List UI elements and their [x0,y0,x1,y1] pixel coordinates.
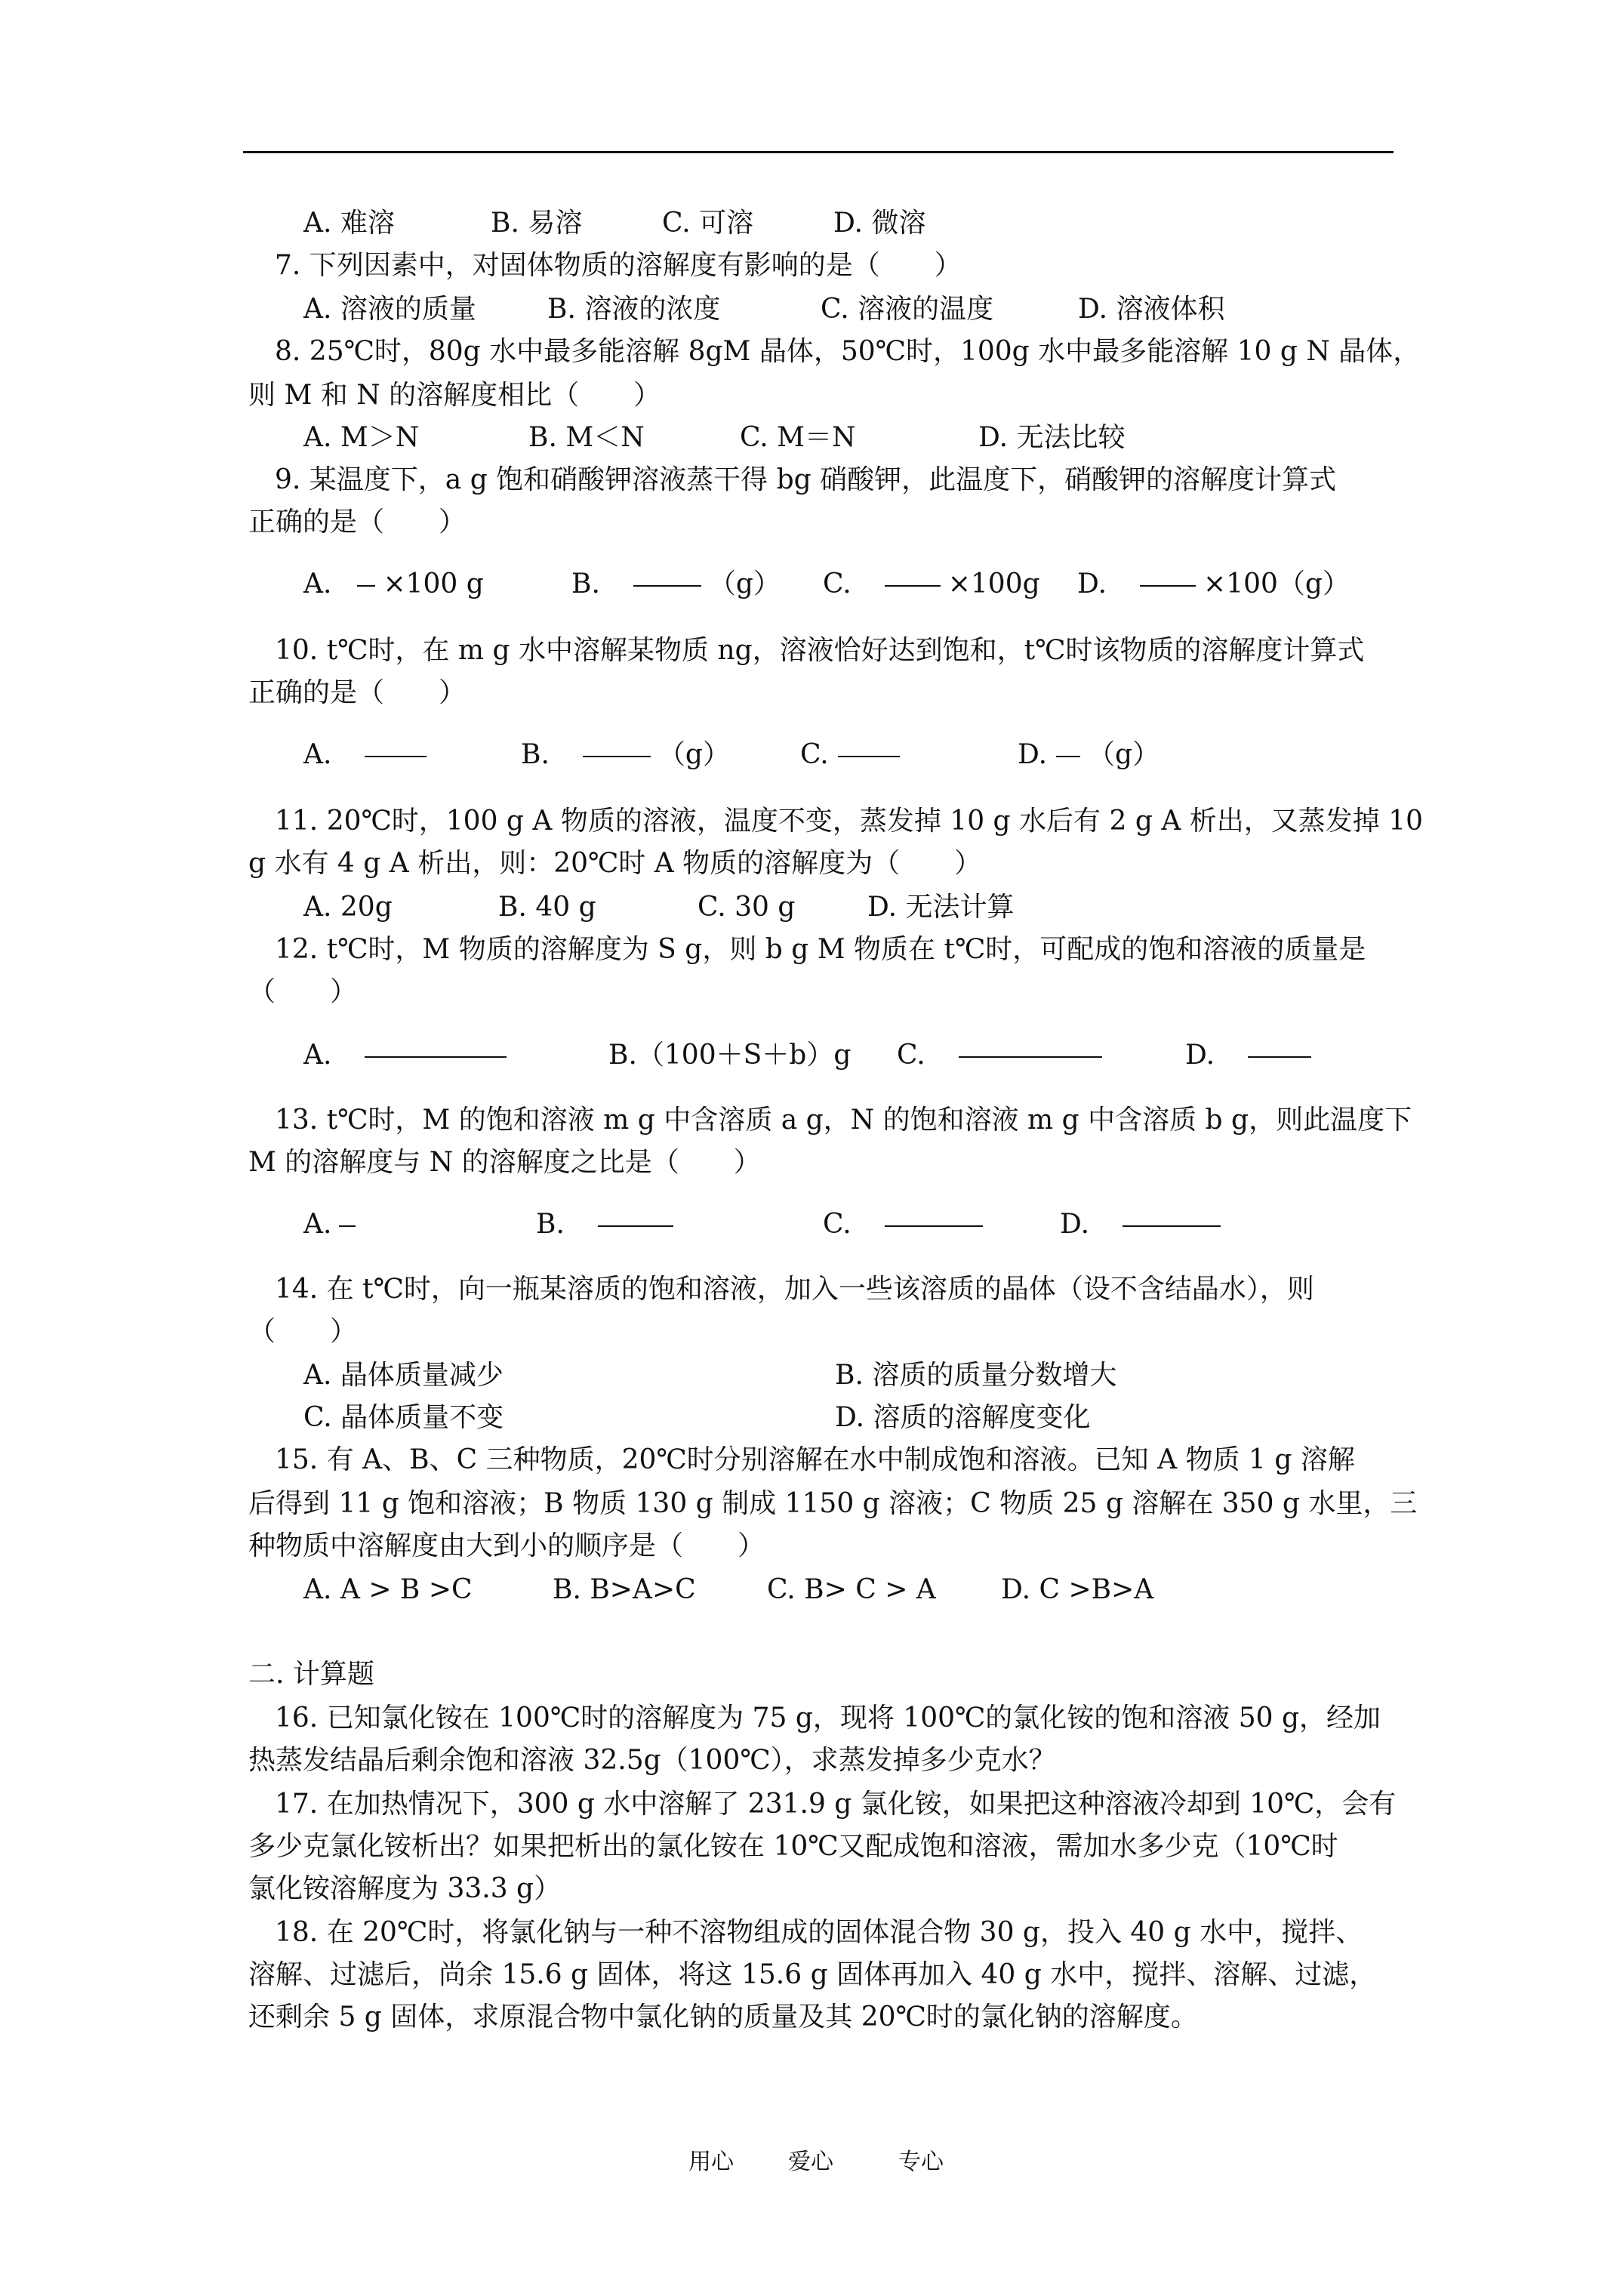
footer-text-3: 专心 [898,2149,944,2175]
q10-option-a-fraction-bar [365,756,427,757]
q10-option-c-label: C. [800,739,829,770]
q17-line3: 氯化铵溶解度为 33.3 g） [248,1873,562,1904]
q13-option-c [823,1208,990,1241]
q14-stem-line2: （ ） [248,1316,358,1347]
header-rule [243,151,1394,153]
q6-option-a: A. 难溶 [303,208,395,239]
q15-option-a: A. A > B >C [303,1574,473,1605]
q9-option-c-label: C. [823,569,852,599]
q9-option-d-fraction-bar [1140,585,1196,587]
q15-option-d: D. C >B>A [1001,1574,1154,1605]
q11-option-b: B. 40 g [498,892,596,923]
q17-line2: 多少克氯化铵析出？如果把析出的氯化铵在 10℃又配成饱和溶液，需加水多少克（10℃时 [248,1831,1338,1862]
q14-option-c: C. 晶体质量不变 [303,1402,504,1433]
q12-option-d-fraction-bar [1248,1056,1311,1058]
q18-line2: 溶解、过滤后，尚余 15.6 g 固体，将这 15.6 g 固体再加入 40 g 水中，搅拌、溶解、过滤， [248,1959,1377,1990]
q13-option-d-label: D. [1060,1209,1090,1240]
q15-option-b: B. B>A>C [553,1574,696,1605]
q9-option-c [823,568,1040,601]
section-heading-calculation: 二. 计算题 [248,1659,374,1690]
q10-stem-line2: 正确的是（ ） [248,677,467,708]
q15-stem-line2: 后得到 11 g 饱和溶液；B 物质 130 g 制成 1150 g 溶液；C 物质 25 g 溶解在 350 g 水里，三 [248,1488,1418,1519]
q10-option-d-label: D. [1018,739,1048,770]
q10-option-c [800,738,907,772]
q8-option-b: B. M＜N [528,422,645,453]
q13-stem-line2: M 的溶解度与 N 的溶解度之比是（ ） [248,1147,761,1178]
q14-option-b: B. 溶质的质量分数增大 [835,1360,1117,1391]
q6-option-c: C. 可溶 [662,208,754,239]
q9-option-b [571,568,781,601]
q14-option-a: A. 晶体质量减少 [303,1360,504,1391]
q12-option-d [1185,1039,1319,1072]
q9-option-a-label: A. [303,569,332,599]
q10-option-c-fraction-bar [838,756,900,757]
q15-stem-line1: 15. 有 A、B、C 三种物质，20℃时分别溶解在水中制成饱和溶液。已知 A 物质 1 g 溶解 [275,1444,1355,1475]
q13-option-c-fraction-bar [885,1225,983,1227]
q8-option-d: D. 无法比较 [978,422,1126,453]
q9-option-a-fraction-bar [357,585,375,587]
q10-option-a-label: A. [303,739,332,770]
q10-option-b [521,738,730,772]
q9-stem-line2: 正确的是（ ） [248,507,467,538]
q12-option-c-fraction-bar [959,1056,1102,1058]
q9-option-c-fraction-bar [885,585,941,587]
q9-option-b-label: B. [571,569,600,599]
q10-option-d [1018,738,1160,772]
q10-option-d-suffix: （g） [1088,739,1160,770]
q8-stem-line1: 8. 25℃时，80g 水中最多能溶解 8gM 晶体，50℃时，100g 水中最多能溶解 10 g N 晶体， [275,336,1421,367]
q10-option-a [303,738,434,772]
q13-option-a-label: A. [303,1209,332,1240]
q12-option-a-fraction-bar [365,1056,507,1058]
q13-option-d-fraction-bar [1123,1225,1221,1227]
q9-option-d-suffix: ×100（g） [1203,569,1350,599]
q9-stem-line1: 9. 某温度下，a g 饱和硝酸钾溶液蒸干得 bg 硝酸钾，此温度下，硝酸钾的溶解度计算式 [275,464,1337,495]
q9-option-c-suffix: ×100g [947,569,1040,599]
q16-line1: 16. 已知氯化铵在 100℃时的溶解度为 75 g，现将 100℃的氯化铵的饱和溶液 50 g，经加 [275,1703,1381,1734]
q12-option-d-label: D. [1185,1040,1215,1071]
q8-stem-line2: 则 M 和 N 的溶解度相比（ ） [248,380,661,411]
q12-stem-line1: 12. t℃时，M 物质的溶解度为 S g，则 b g M 物质在 t℃时，可配成的饱和溶液的质量是 [275,934,1366,965]
q13-option-c-label: C. [823,1209,852,1240]
q12-option-a-label: A. [303,1040,332,1071]
q13-stem-line1: 13. t℃时，M 的饱和溶液 m g 中含溶质 a g，N 的饱和溶液 m g 中含溶质 b g，则此温度下 [275,1105,1412,1136]
q15-option-c: C. B> C > A [767,1574,936,1605]
q9-option-d-label: D. [1077,569,1107,599]
q13-option-b-fraction-bar [598,1225,673,1227]
q15-stem-line3: 种物质中溶解度由大到小的顺序是（ ） [248,1530,765,1561]
q7-option-b: B. 溶液的浓度 [547,294,721,325]
q7-option-a: A. 溶液的质量 [303,294,476,325]
q16-line2: 热蒸发结晶后剩余饱和溶液 32.5g（100℃），求蒸发掉多少克水？ [248,1745,1056,1776]
q7-option-c: C. 溶液的温度 [821,294,994,325]
q18-line1: 18. 在 20℃时，将氯化钠与一种不溶物组成的固体混合物 30 g，投入 40 g 水中，搅拌、 [275,1917,1363,1948]
q9-option-a [303,568,484,601]
q14-stem-line1: 14. 在 t℃时，向一瓶某溶质的饱和溶液，加入一些该溶质的晶体（设不含结晶水），则 [275,1274,1314,1305]
q17-line1: 17. 在加热情况下，300 g 水中溶解了 231.9 g 氯化铵，如果把这种溶液冷却到 10℃，会有 [275,1789,1397,1820]
q10-option-b-fraction-bar [583,756,651,757]
q13-option-a [303,1208,363,1241]
q8-option-a: A. M＞N [303,422,420,453]
q11-stem-line1: 11. 20℃时，100 g A 物质的溶液，温度不变，蒸发掉 10 g 水后有 2 g A 析出，又蒸发掉 10 [275,806,1424,837]
q14-option-d: D. 溶质的溶解度变化 [835,1402,1091,1433]
q11-stem-line2: g 水有 4 g A 析出，则：20℃时 A 物质的溶解度为（ ） [248,848,982,879]
q10-stem-line1: 10. t℃时，在 m g 水中溶解某物质 ng，溶液恰好达到饱和，t℃时该物质的溶解度计算式 [275,635,1365,666]
q9-option-b-fraction-bar [633,585,701,587]
q11-option-c: C. 30 g [698,892,796,923]
q12-option-a [303,1039,514,1072]
q10-option-b-suffix: （g） [658,739,730,770]
q9-option-d [1077,568,1350,601]
q7-option-d: D. 溶液体积 [1078,294,1225,325]
footer-text-1: 用心 [688,2149,734,2175]
q6-option-b: B. 易溶 [491,208,583,239]
q12-stem-line2: （ ） [248,976,358,1007]
q9-option-b-suffix: （g） [708,569,781,599]
q11-option-a: A. 20g [303,892,393,923]
q13-option-b [536,1208,681,1241]
q6-option-d: D. 微溶 [833,208,926,239]
q10-option-d-fraction-bar [1056,756,1080,757]
q12-option-b: B.（100＋S＋b）g [608,1040,852,1071]
q8-option-c: C. M＝N [740,422,856,453]
q11-option-d: D. 无法计算 [867,892,1015,923]
q10-option-b-label: B. [521,739,550,770]
q12-option-c-label: C. [897,1040,925,1071]
q13-option-d [1060,1208,1228,1241]
q7-stem: 7. 下列因素中，对固体物质的溶解度有影响的是（ ） [275,250,962,281]
footer-text-2: 爱心 [788,2149,833,2175]
q18-line3: 还剩余 5 g 固体，求原混合物中氯化钠的质量及其 20℃时的氯化钠的溶解度。 [248,2002,1198,2032]
q9-option-a-suffix: ×100 g [383,569,484,599]
q13-option-a-fraction-bar [339,1225,356,1227]
q13-option-b-label: B. [536,1209,565,1240]
q12-option-c [897,1039,1110,1072]
